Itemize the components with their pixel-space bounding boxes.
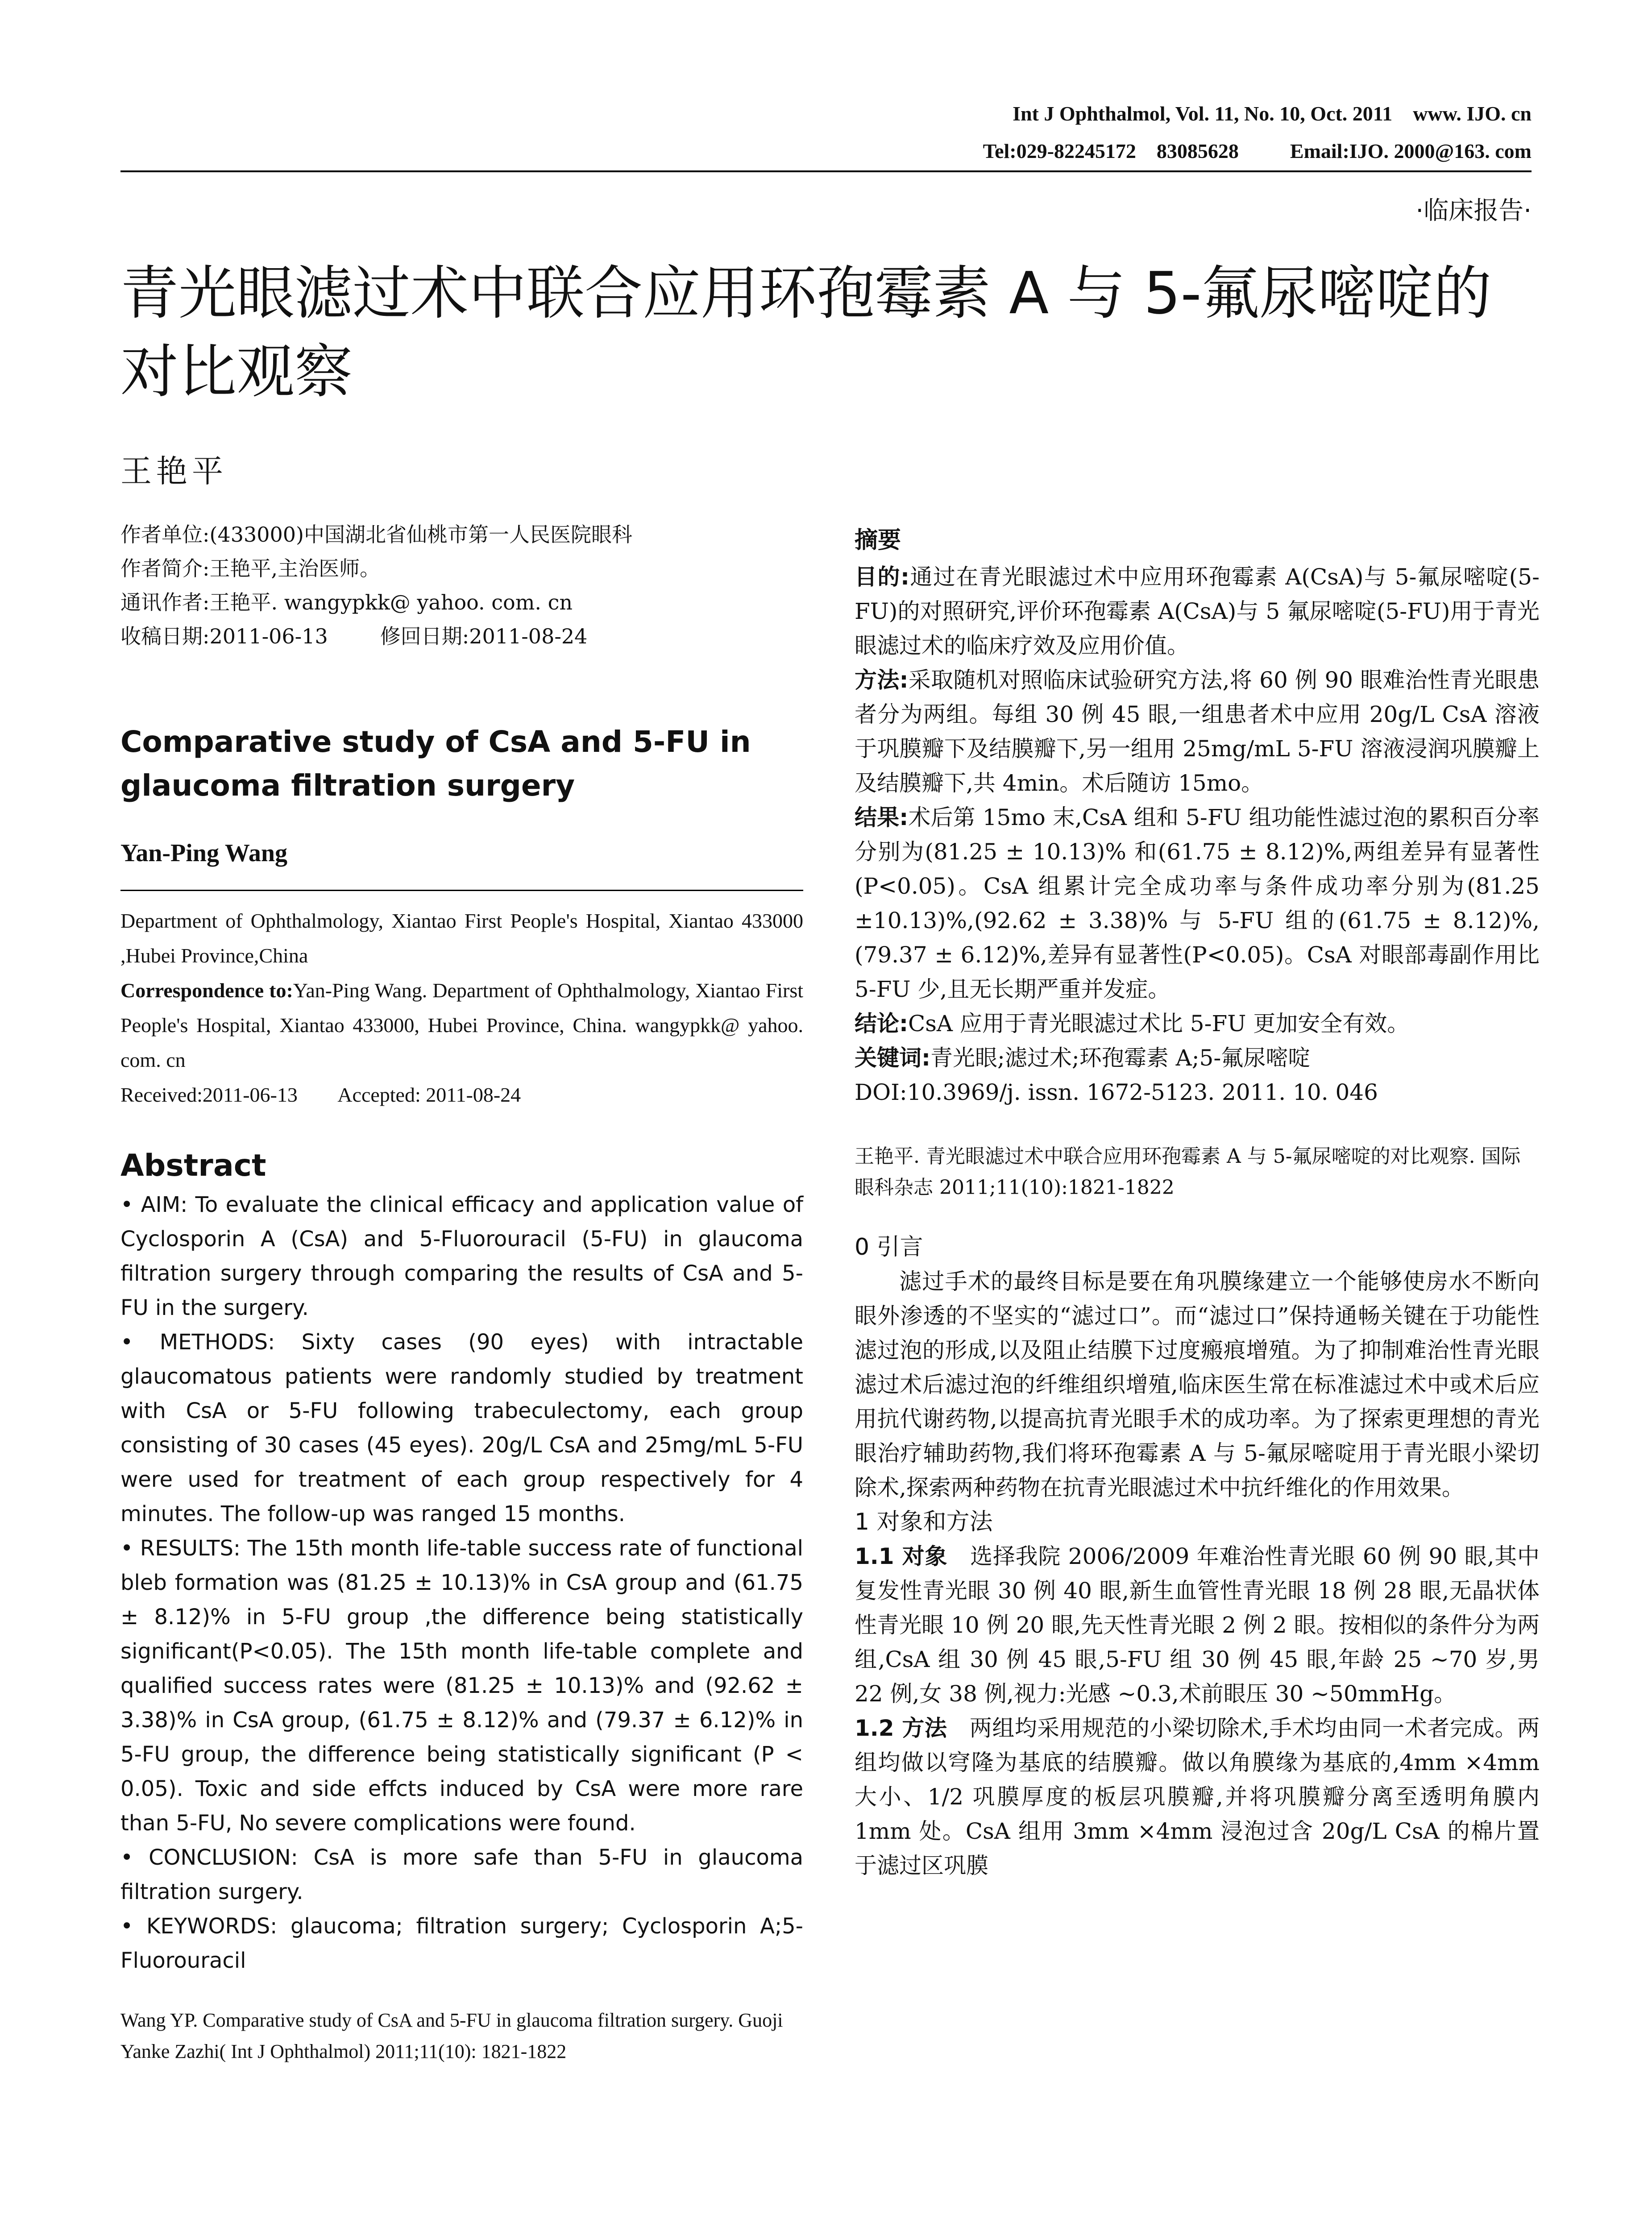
citation-en: Wang YP. Comparative study of CsA and 5-FU in glaucoma filtration surgery. Guoji Yanke Zazhi( Int J Ophthalmol) 2011;11(10): 1821-1822 [120,2009,783,2062]
procedure-paragraph [855,1711,1540,1883]
left-column [120,518,803,2067]
abstract-heading-en: Abstract [120,1148,266,1183]
abstract-cn-results [855,800,1540,1007]
procedure-text: 两组均采用规范的小梁切除术,手术均由同一术者完成。两组均做以穹隆为基底的结膜瓣。做以角膜缘为基底的,4mm ×4mm 大小、1/2 巩膜厚度的板层巩膜瓣,并将巩膜瓣分离至透明角膜内 1mm 处。CsA 组用 3mm ×4mm 浸泡过含 20g/L CsA 的棉片置于滤过区巩膜 [855,1715,1540,1879]
intro-paragraph: 滤过手术的最终目标是要在角巩膜缘建立一个能够使房水不断向眼外渗透的不坚实的“滤过口”。而“滤过口”保持通畅关键在于功能性滤过泡的形成,以及阻止结膜下过度瘢痕增殖。为了抑制难治性青光眼滤过术后滤过泡的纤维组织增殖,临床医生常在标准滤过术中或术后应用抗代谢药物,以提高抗青光眼手术的成功率。为了探索更理想的青光眼治疗辅助药物,我们将环孢霉素 A 与 5-氟尿嘧啶用于青光眼小梁切除术,探索两种药物在抗青光眼滤过术中抗纤维化的作用效果。 [855,1269,1540,1501]
correspondence-label: Correspondence to: [120,979,293,1002]
author-name-cn: 王艳平 [120,453,228,489]
methods-label: 方法: [855,667,909,693]
correspondence-text [120,973,803,1078]
abstract-heading-cn: 摘要 [855,527,901,554]
abstract-cn-aim [855,560,1540,663]
corresponding-author-line: 通讯作者:王艳平. wangypkk@ yahoo. com. cn [120,590,573,614]
conclusion-label: 结论: [855,1011,908,1037]
intro-heading: 0 引言 [855,1234,923,1261]
affiliation-line: 作者单位:(433000)中国湖北省仙桃市第一人民医院眼科 [120,523,632,547]
abstract-results: • RESULTS: The 15th month life-table success rate of functional bleb formation was (81.25 ± 10.13)% in CsA group and (61.75 ± 8.12)% in 5-FU group ,the difference being statistically significant(P<0.05). The 15th month life-table complete and qualified success rates were (81.25 ± 10.13)% and (92.62 ± 3.38)% in CsA group, (61.75 ± 8.12)% and (79.37 ± 6.12)% in 5-FU group, the difference being statistically significant (P < 0.05). Toxic and side effcts induced by CsA were more rare than 5-FU, No severe complications were found. [120,1536,803,1836]
results-text: 术后第 15mo 末,CsA 组和 5-FU 组功能性滤过泡的累积百分率分别为(81.25 ± 10.13)% 和(61.75 ± 8.12)%,两组差异有显著性(P<0.05)。CsA 组累计完全成功率与条件成功率分别为(81.25 ±10.13)%,(92.62 ± 3.38)% 与 5-FU 组的(61.75 ± 8.12)%,(79.37 ± 6.12)%,差异有显著性(P<0.05)。CsA 对眼部毒副作用比 5-FU 少,且无长期严重并发症。 [855,804,1540,1002]
aim-text: 通过在青光眼滤过术中应用环孢霉素 A(CsA)与 5-氟尿嘧啶(5-FU)的对照研究,评价环孢霉素 A(CsA)与 5 氟尿嘧啶(5-FU)用于青光眼滤过术的临床疗效及应用价值。 [855,564,1540,659]
correspondence-body: Yan-Ping Wang. Department of Ophthalmology, Xiantao First People's Hospital, Xiantao 433000, Hubei Province, China. wangypkk@ yahoo. com. cn [120,979,803,1071]
dates-line: 收稿日期:2011-06-13 修回日期:2011-08-24 [120,624,588,648]
author-name-en: Yan-Ping Wang [120,839,287,867]
subjects-text: 选择我院 2006/2009 年难治性青光眼 60 例 90 眼,其中复发性青光眼 30 例 40 眼,新生血管性青光眼 18 例 28 眼,无晶状体性青光眼 10 例 20 眼,先天性青光眼 2 例 2 眼。按相似的条件分为两组,CsA 组 30 例 45 眼,5-FU 组 30 例 45 眼,年龄 25 ~70 岁,男 22 例,女 38 例,视力:光感 ~0.3,术前眼压 30 ~50mmHg。 [855,1543,1540,1707]
author-bio-line: 作者简介:王艳平,主治医师。 [120,556,381,581]
abstract-cn-methods [855,663,1540,800]
affiliation-cn [120,518,803,653]
right-column [855,524,1540,1883]
methods-heading: 1 对象和方法 [855,1509,993,1535]
department-text: Department of Ophthalmology, Xiantao First People's Hospital, Xiantao 433000 ,Hubei Province,China [120,909,803,967]
conclusion-text: CsA 应用于青光眼滤过术比 5-FU 更加安全有效。 [908,1011,1410,1037]
subjects-paragraph [855,1539,1540,1711]
abstract-en [120,1188,803,1978]
abstract-methods: • METHODS: Sixty cases (90 eyes) with intractable glaucomatous patients were randomly studied by treatment with CsA or 5-FU following trabeculectomy, each group consisting of 30 cases (45 eyes). 20g/L CsA and 25mg/mL 5-FU were used for treatment of each group respectively for 4 minutes. The follow-up was ranged 15 months. [120,1330,803,1526]
citation-cn: 王艳平. 青光眼滤过术中联合应用环孢霉素 A 与 5-氟尿嘧啶的对比观察. 国际眼科杂志 2011;11(10):1821-1822 [855,1145,1521,1199]
subjects-label: 1.1 对象 [855,1543,948,1569]
keywords-label: 关键词: [855,1045,930,1071]
header-line-2: Tel:029-82245172 83085628 Email:IJO. 2000@163. com [983,140,1532,162]
article-title-cn: 青光眼滤过术中联合应用环孢霉素 A 与 5-氟尿嘧啶的对比观察 [120,259,1492,406]
header-line-1: Int J Ophthalmol, Vol. 11, No. 10, Oct. 2011 www. IJO. cn [1013,102,1532,125]
abstract-keywords: • KEYWORDS: glaucoma; filtration surgery; Cyclosporin A;5-Fluorouracil [120,1914,803,1973]
doi: DOI:10.3969/j. issn. 1672-5123. 2011. 10. 046 [855,1079,1378,1105]
received-accepted-dates: Received:2011-06-13 Accepted: 2011-08-24 [120,1083,521,1106]
header-rule [120,170,1532,172]
aim-label: 目的: [855,564,909,590]
abstract-aim: • AIM: To evaluate the clinical efficacy and application value of Cyclosporin A (CsA) and 5-Fluorouracil (5-FU) in glaucoma filtration surgery through comparing the results of CsA and 5-FU in the surgery. [120,1192,803,1320]
procedure-label: 1.2 方法 [855,1715,947,1741]
abstract-cn-conclusion [855,1007,1540,1041]
methods-text: 采取随机对照临床试验研究方法,将 60 例 90 眼难治性青光眼患者分为两组。每组 30 例 45 眼,一组患者术中应用 20g/L CsA 溶液于巩膜瓣下及结膜瓣下,另一组用 25mg/mL 5-FU 溶液浸润巩膜瓣上及结膜瓣下,共 4min。术后随访 15mo。 [855,667,1540,796]
article-title-en: Comparative study of CsA and 5-FU in glaucoma filtration surgery [120,725,751,803]
section-tag: ·临床报告· [1415,196,1532,225]
divider [120,890,803,891]
affiliation-en [120,904,803,1112]
abstract-cn-keywords [855,1041,1540,1075]
results-label: 结果: [855,804,909,830]
abstract-conclusion: • CONCLUSION: CsA is more safe than 5-FU in glaucoma filtration surgery. [120,1845,803,1904]
keywords-text: 青光眼;滤过术;环孢霉素 A;5-氟尿嘧啶 [930,1045,1311,1071]
